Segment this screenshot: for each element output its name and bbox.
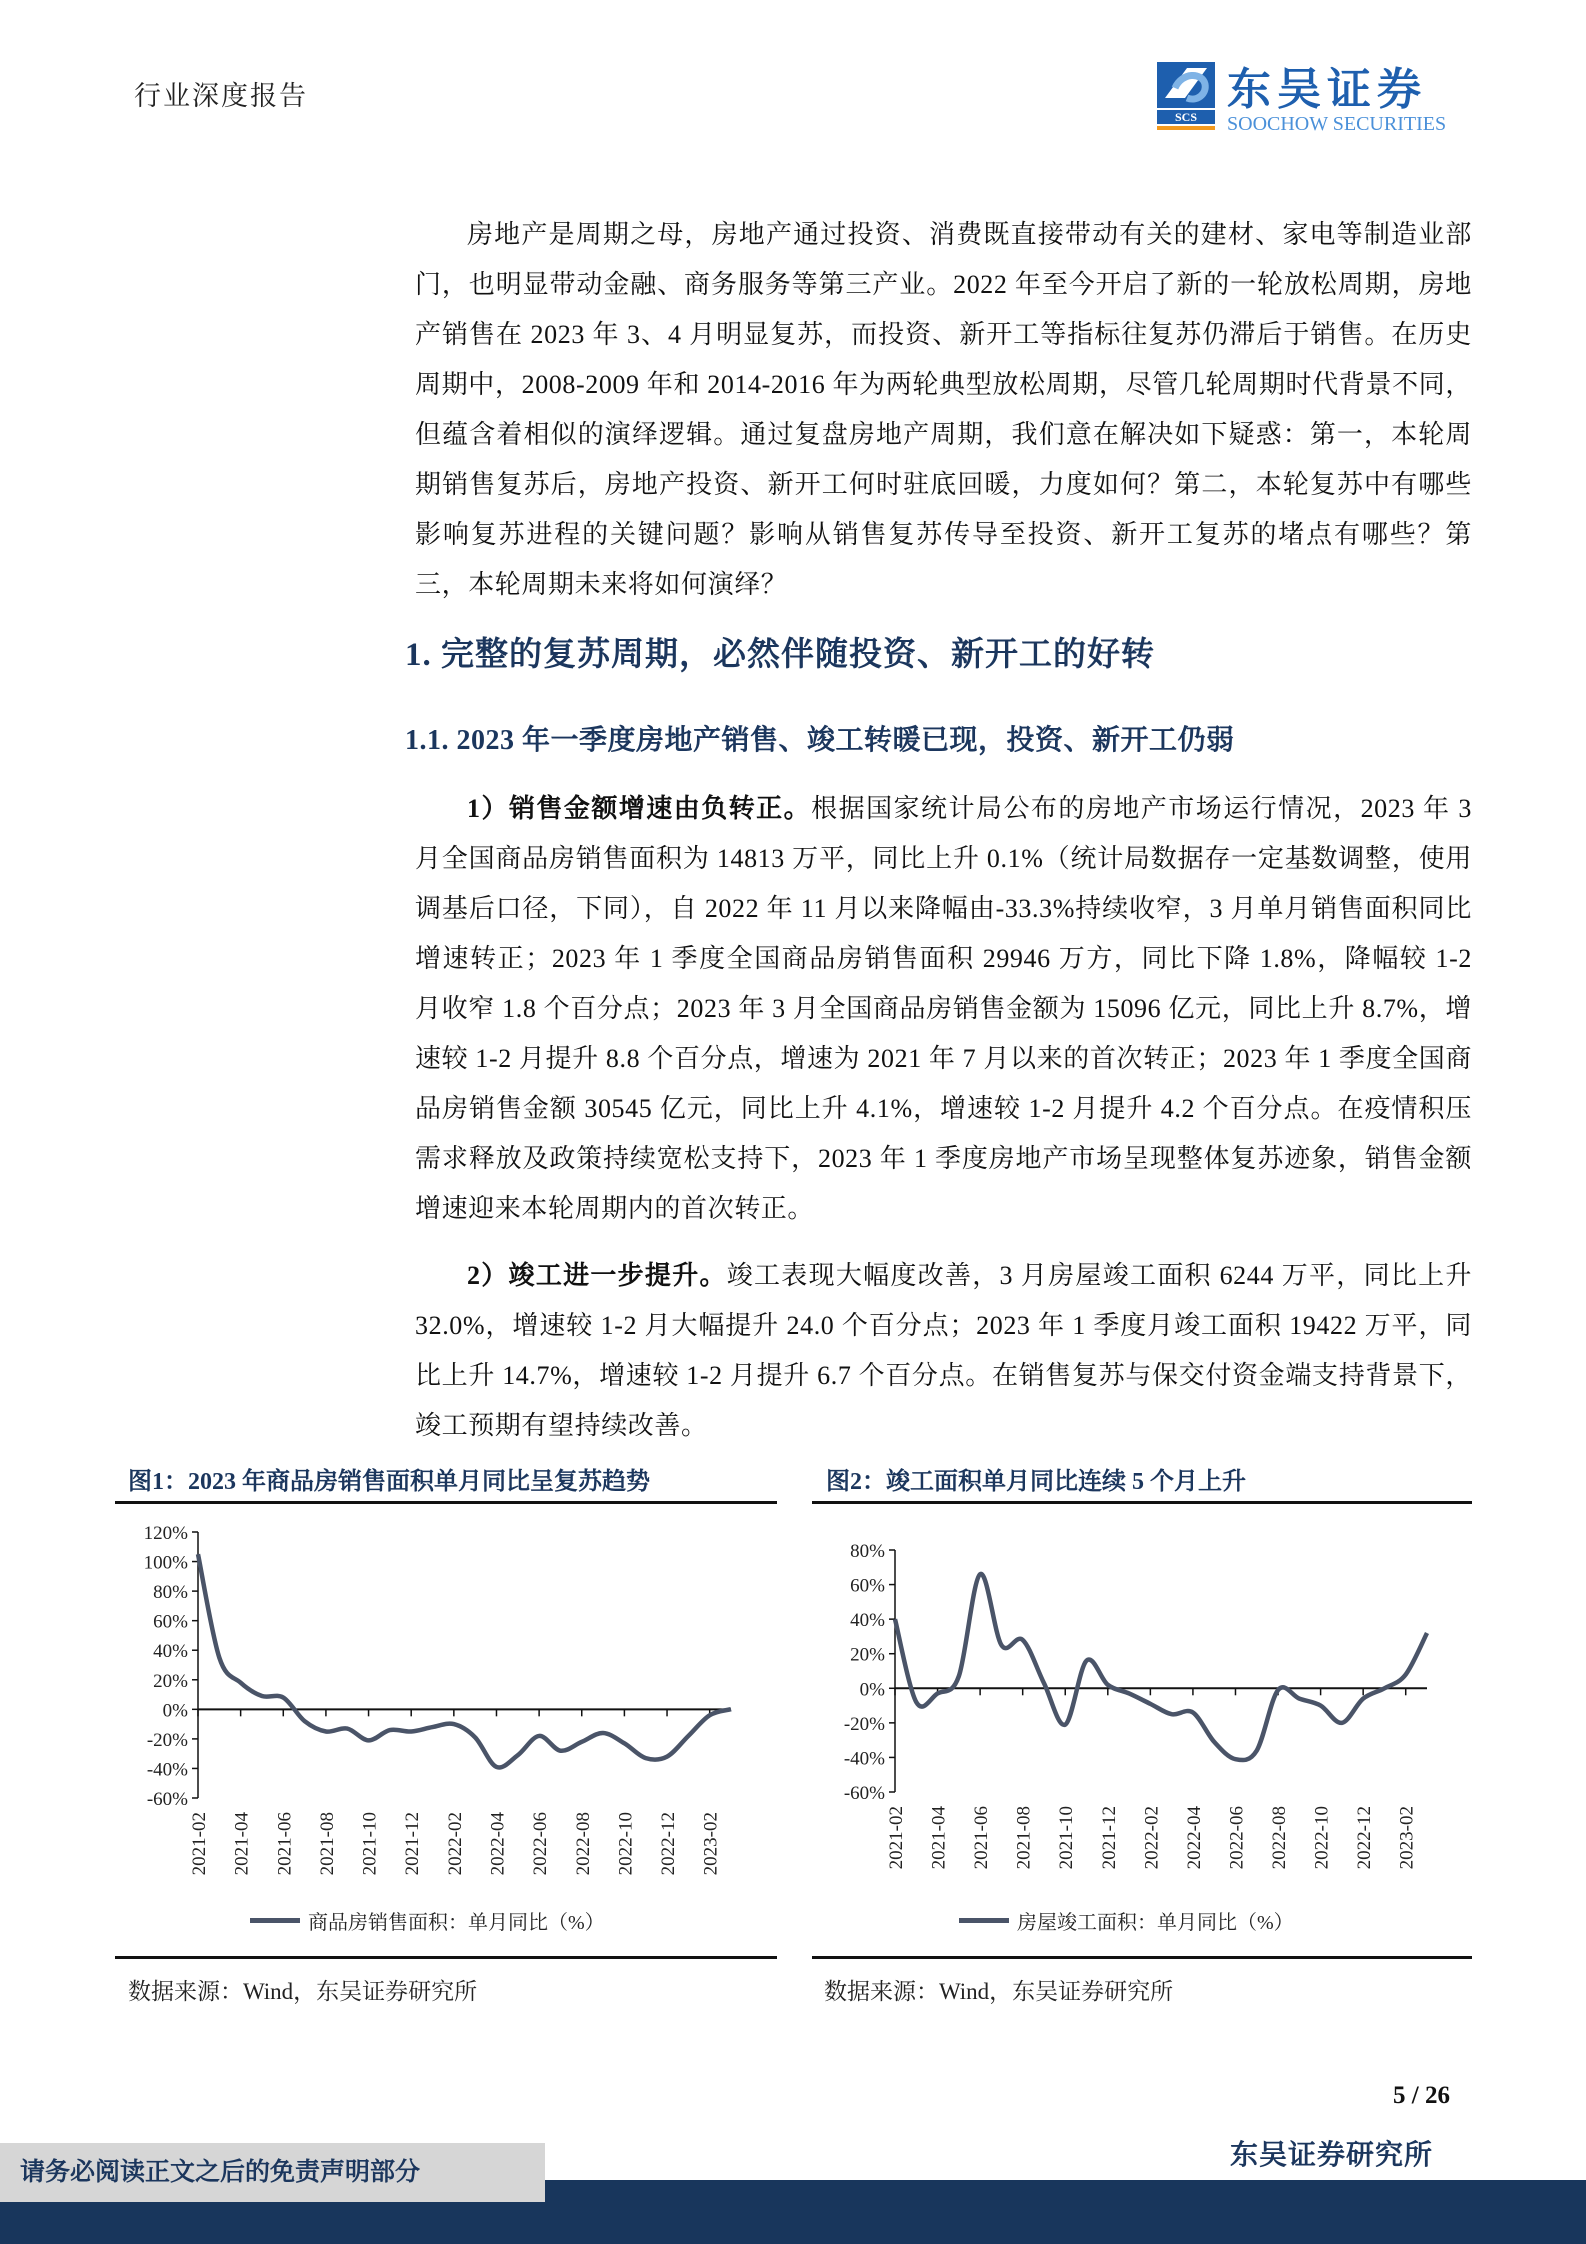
legend-line [959,1918,1009,1923]
chart1-legend-label: 商品房销售面积：单月同比（%） [308,1912,605,1934]
x-tick-label: 2021-10 [1056,1806,1078,1870]
page-number: 5 / 26 [1393,2082,1450,2109]
report-type: 行业深度报告 [134,81,308,111]
chart1-top-rule [115,1501,777,1504]
section-heading: 1. 完整的复苏周期，必然伴随投资、新开工的好转 [405,637,1155,673]
chart2-bottom-rule [812,1956,1472,1959]
x-tick-label: 2022-04 [1183,1806,1205,1870]
x-tick-label: 2021-02 [189,1812,210,1876]
chart1-plot [100,1510,790,1900]
chart2-title: 图2：竣工面积单月同比连续 5 个月上升 [826,1469,1246,1495]
completion-text: 竣工表现大幅度改善，3 月房屋竣工面积 6244 万平，同比上升 32.0%，增速较 1-2 月大幅提升 24.0 个百分点；2023 年 1 季度月竣工面积 19422 万平，同比上升 14.7%，增速较 1-2 月提升 6.7 个百分点。在销售复苏与保交付资金端支持背景下，竣工预期有望持续改善。 [415,1261,1472,1440]
y-tick-label: 40% [850,1610,885,1632]
x-tick-label: 2022-02 [444,1812,466,1876]
sales-lead: 1）销售金额增速由负转正。 [467,794,812,823]
y-tick-label: 20% [850,1644,885,1666]
y-tick-label: -40% [843,1748,885,1770]
x-tick-label: 2021-08 [1013,1806,1035,1870]
y-tick-label: 60% [153,1611,188,1633]
x-tick-label: 2022-10 [615,1812,637,1876]
svg-text:SOOCHOW SECURITIES: SOOCHOW SECURITIES [1227,113,1447,134]
chart2-legend [959,1906,1294,1935]
x-tick-label: 2021-04 [231,1812,253,1876]
y-tick-label: -60% [843,1783,885,1804]
soochow-logo [1157,58,1469,134]
intro-paragraph: 房地产是周期之母，房地产通过投资、消费既直接带动有关的建材、家电等制造业部门，也明显带动金融、商务服务等第三产业。2022 年至今开启了新的一轮放松周期，房地产销售在 2023 年 3、4 月明显复苏，而投资、新开工等指标往复苏仍滞后于销售。在历史周期中，2008-2009 年和 2014-2016 年为两轮典型放松周期，尽管几轮周期时代背景不同，但蕴含着相似的演绎逻辑。通过复盘房地产周期，我们意在解决如下疑惑：第一，本轮周期销售复苏后，房地产投资、新开工何时驻底回暖，力度如何？第二，本轮复苏中有哪些影响复苏进程的关键问题？影响从销售复苏传导至投资、新开工复苏的堵点有哪些？第三，本轮周期未来将如何演绎？ [415,220,1472,599]
y-tick-label: 0% [162,1700,188,1722]
x-tick-label: 2022-10 [1311,1806,1333,1870]
chart1-legend [250,1906,605,1935]
footer-institute: 东吴证券研究所 [1230,2140,1434,2171]
x-tick-label: 2022-04 [487,1812,509,1876]
x-tick-label: 2023-02 [700,1812,722,1876]
chart1-source: 数据来源：Wind，东吴证券研究所 [128,1979,478,2004]
chart2-source: 数据来源：Wind，东吴证券研究所 [824,1979,1174,2004]
x-tick-label: 2022-06 [530,1812,552,1876]
y-tick-label: 60% [850,1575,885,1597]
y-tick-label: 40% [153,1641,188,1663]
x-tick-label: 2022-02 [1141,1806,1163,1870]
disclaimer-note: 请务必阅读正文之后的免责声明部分 [0,2143,545,2202]
y-tick-label: -40% [146,1759,188,1781]
completion-paragraph [415,1251,1472,1451]
y-tick-label: 100% [143,1552,188,1574]
series-line [895,1574,1427,1760]
x-tick-label: 2021-06 [274,1812,296,1876]
y-tick-label: 80% [153,1582,188,1604]
x-tick-label: 2022-12 [658,1812,680,1876]
chart2-legend-label: 房屋竣工面积：单月同比（%） [1017,1912,1294,1934]
y-tick-label: 80% [850,1541,885,1562]
x-tick-label: 2022-06 [1226,1806,1248,1870]
sales-text: 根据国家统计局公布的房地产市场运行情况，2023 年 3 月全国商品房销售面积为 14813 万平，同比上升 0.1%（统计局数据存一定基数调整，使用调基后口径，下同），自 2022 年 11 月以来降幅由-33.3%持续收窄，3 月单月销售面积同比增速转正；2023 年 1 季度全国商品房销售面积 29946 万方，同比下降 1.8%，降幅较 1-2 月收窄 1.8 个百分点；2023 年 3 月全国商品房销售金额为 15096 亿元，同比上升 8.7%，增速较 1-2 月提升 8.8 个百分点，增速为 2021 年 7 月以来的首次转正；2023 年 1 季度全国商品房销售金额 30545 亿元，同比上升 4.1%，增速较 1-2 月提升 4.2 个百分点。在疫情积压需求释放及政策持续宽松支持下，2023 年 1 季度房地产市场呈现整体复苏迹象，销售金额增速迎来本轮周期内的首次转正。 [415,794,1472,1223]
chart1-bottom-rule [115,1956,777,1959]
y-tick-label: -20% [843,1713,885,1735]
x-tick-label: 2021-12 [1098,1806,1120,1870]
x-tick-label: 2022-08 [1269,1806,1291,1870]
svg-text:东吴证券: 东吴证券 [1227,65,1427,114]
chart1-title: 图1：2023 年商品房销售面积单月同比呈复苏趋势 [128,1469,650,1495]
chart2-plot [800,1510,1490,1900]
x-tick-label: 2022-08 [572,1812,594,1876]
series-line [198,1554,731,1767]
y-tick-label: 0% [859,1679,885,1701]
sales-paragraph [415,784,1472,1234]
y-tick-label: 20% [153,1670,188,1692]
x-tick-label: 2021-08 [316,1812,338,1876]
y-tick-label: -60% [146,1789,188,1810]
x-tick-label: 2021-04 [928,1806,950,1870]
x-tick-label: 2021-10 [359,1812,381,1876]
x-tick-label: 2021-02 [886,1806,907,1870]
x-tick-label: 2023-02 [1396,1806,1418,1870]
x-tick-label: 2022-12 [1354,1806,1376,1870]
x-tick-label: 2021-06 [971,1806,993,1870]
subsection-heading: 1.1. 2023 年一季度房地产销售、竣工转暖已现，投资、新开工仍弱 [405,725,1235,756]
svg-text:SCS: SCS [1174,110,1198,124]
chart2-top-rule [812,1501,1472,1504]
x-tick-label: 2021-12 [402,1812,424,1876]
y-tick-label: -20% [146,1729,188,1751]
y-tick-label: 120% [143,1523,188,1544]
legend-line [250,1918,300,1923]
completion-lead: 2）竣工进一步提升。 [467,1261,727,1290]
